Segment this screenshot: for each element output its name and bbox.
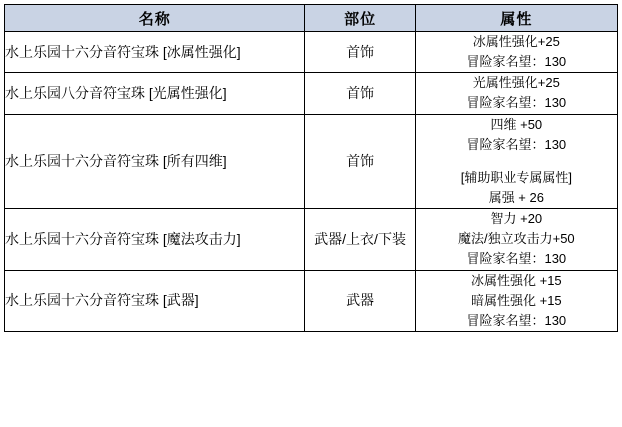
- cell-item-attributes: [415, 270, 617, 331]
- attribute-line: 冒险家名望：130: [466, 136, 567, 152]
- cell-item-attributes: [415, 73, 617, 114]
- column-header-name: 名称: [5, 5, 305, 32]
- cell-item-name: 水上乐园十六分音符宝珠 [冰属性强化]: [5, 32, 305, 73]
- column-header-part: 部位: [305, 5, 415, 32]
- cell-item-part: 首饰: [305, 32, 415, 73]
- cell-item-part: 武器: [305, 270, 415, 331]
- table-row: [5, 209, 618, 270]
- attribute-line: 冒险家名望：130: [466, 95, 567, 111]
- attribute-line: 暗属性强化 +15: [470, 292, 562, 308]
- attribute-line: 属强 + 26: [488, 189, 544, 205]
- cell-item-attributes: [415, 32, 617, 73]
- cell-item-name: 水上乐园十六分音符宝珠 [魔法攻击力]: [5, 209, 305, 270]
- attribute-line-spacer: [416, 155, 617, 168]
- table-header: [5, 5, 618, 32]
- cell-item-name: 水上乐园十六分音符宝珠 [武器]: [5, 270, 305, 331]
- item-attributes-table: [4, 4, 618, 332]
- column-header-attribute: 属性: [415, 5, 617, 32]
- attribute-line: 冒险家名望：130: [466, 251, 567, 267]
- cell-item-attributes: [415, 209, 617, 270]
- attribute-line: 魔法/独立攻击力+50: [457, 231, 575, 247]
- attribute-line: 四维 +50: [490, 116, 543, 132]
- table-header-row: [5, 5, 618, 32]
- attribute-line: [辅助职业专属属性]: [460, 169, 572, 185]
- attribute-line: 光属性强化+25: [472, 75, 560, 91]
- attribute-line: 冰属性强化+25: [472, 34, 560, 49]
- cell-item-part: 首饰: [305, 114, 415, 209]
- attribute-line: 冒险家名望：130: [466, 312, 567, 328]
- attribute-line: 冒险家名望：130: [466, 54, 567, 70]
- table-row: [5, 32, 618, 73]
- cell-item-name: 水上乐园十六分音符宝珠 [所有四维]: [5, 114, 305, 209]
- table-row: [5, 114, 618, 209]
- cell-item-attributes: [415, 114, 617, 209]
- table-body: [5, 32, 618, 332]
- table-row: [5, 270, 618, 331]
- cell-item-part: 武器/上衣/下装: [305, 209, 415, 270]
- cell-item-part: 首饰: [305, 73, 415, 114]
- attribute-line: 智力 +20: [490, 211, 543, 227]
- table-row: [5, 73, 618, 114]
- attribute-line: 冰属性强化 +15: [470, 272, 562, 288]
- cell-item-name: 水上乐园八分音符宝珠 [光属性强化]: [5, 73, 305, 114]
